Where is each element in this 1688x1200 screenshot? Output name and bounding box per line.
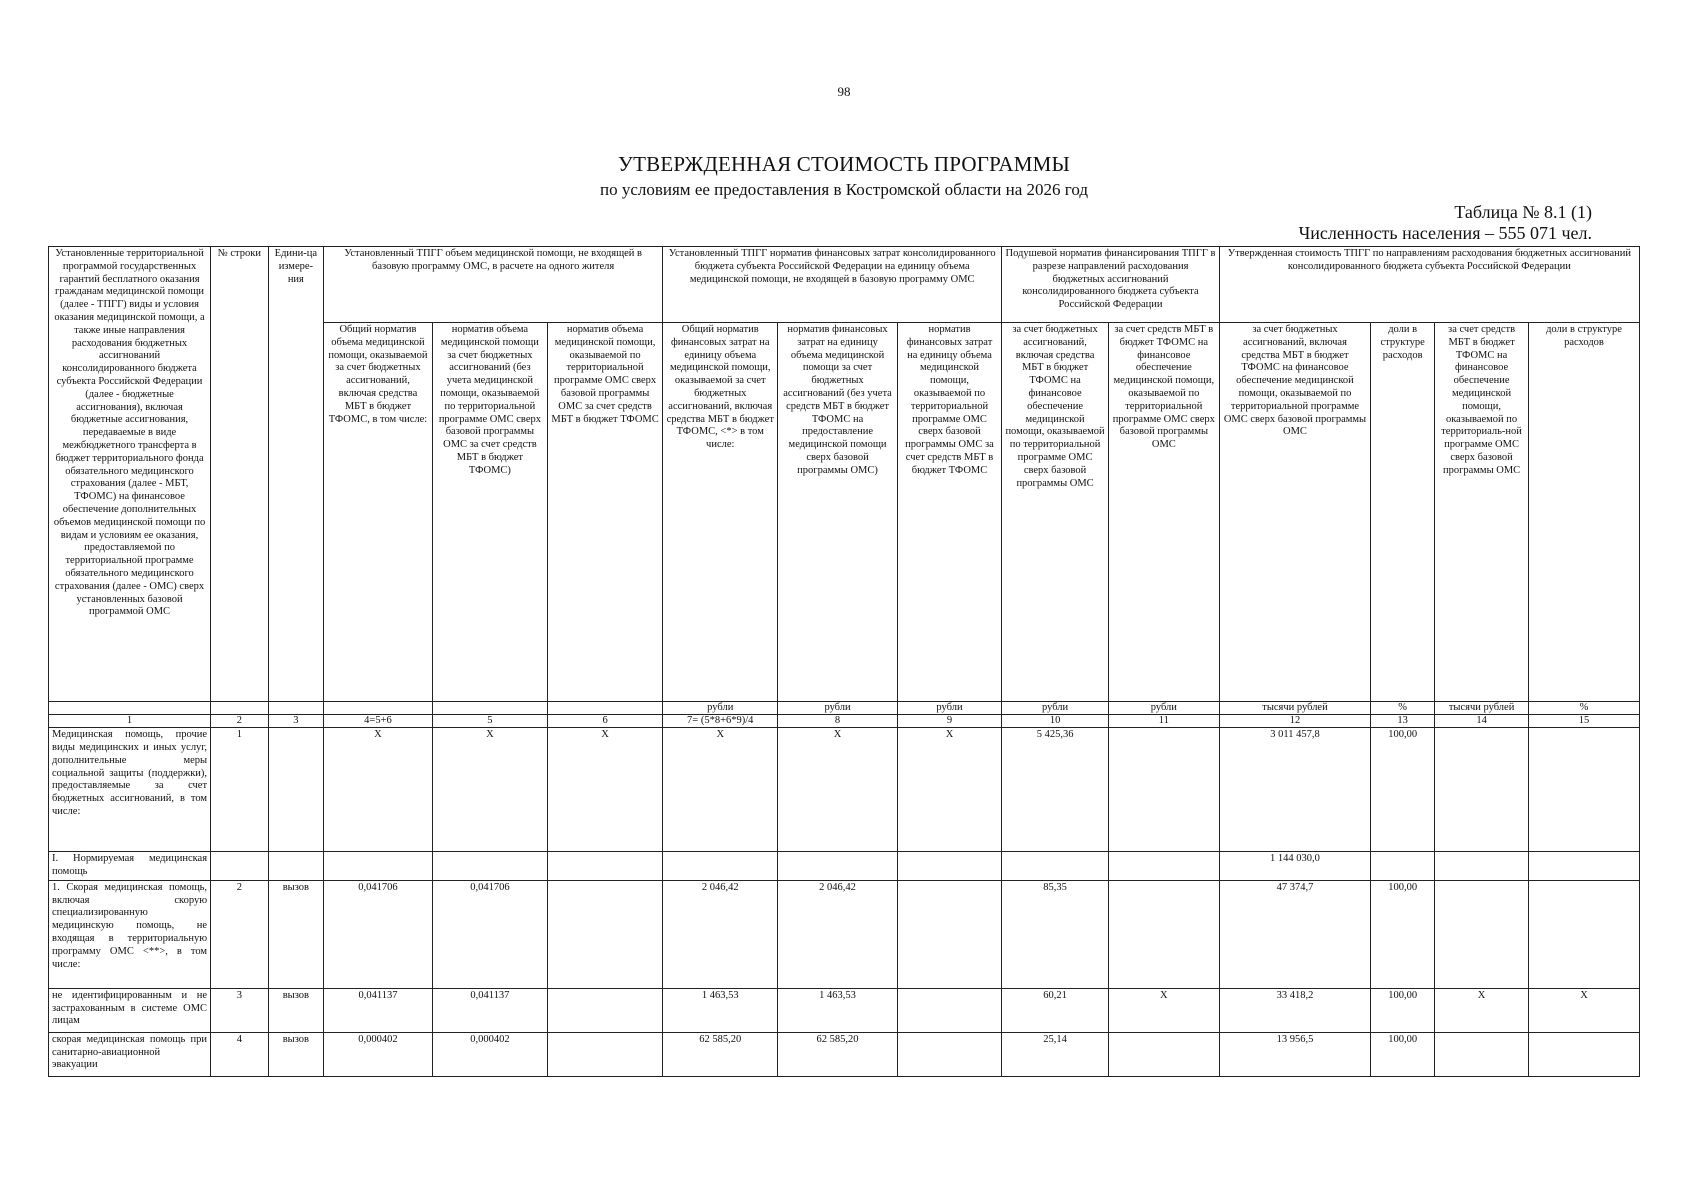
column-number: 11 [1108, 715, 1219, 728]
column-number: 9 [897, 715, 1002, 728]
table-cell [1435, 1032, 1529, 1076]
table-cell [897, 1032, 1002, 1076]
header-group-volume: Установленный ТПГГ объем медицинской помощи, не входящей в базовую программу ОМС, в расчете на одного жителя [324, 247, 663, 323]
table-row [49, 988, 1640, 1032]
header-cell-13: доли в структуре расходов [1371, 323, 1435, 702]
header-cell-8: норматив финансовых затрат на единицу объема медицинской помощи за счет бюджетных ассигнований (без учета средств МБТ в бюджет ТФОМС на предоставление медицинской помощи сверх базовой программы ОМС) [778, 323, 897, 702]
header-cell-10: за счет бюджетных ассигнований, включая средства МБТ в бюджет ТФОМС на финансовое обеспечение медицинской помощи, оказываемой по территориальной программе ОМС сверх базовой программы ОМС [1002, 323, 1109, 702]
table-cell: вызов [268, 880, 323, 988]
header-group-cost-standard: Установленный ТПГГ норматив финансовых затрат консолидированного бюджета субъекта Российской Федерации на единицу объема медицинской помощи, не входящей в базовую программу ОМС [663, 247, 1002, 323]
column-number: 10 [1002, 715, 1109, 728]
document-title: УТВЕРЖДЕННАЯ СТОИМОСТЬ ПРОГРАММЫ [618, 152, 1070, 176]
column-number: 12 [1219, 715, 1370, 728]
unit-cell: рубли [897, 702, 1002, 715]
table-cell [547, 1032, 662, 1076]
table-number: Таблица № 8.1 (1) [1454, 202, 1592, 222]
table-cell: X [1528, 988, 1639, 1032]
column-number: 14 [1435, 715, 1529, 728]
table-cell [432, 852, 547, 881]
table-cell [1528, 1032, 1639, 1076]
table-cell [897, 880, 1002, 988]
column-number: 15 [1528, 715, 1639, 728]
units-row [49, 702, 1640, 715]
table-cell: X [432, 728, 547, 852]
table-cell: 60,21 [1002, 988, 1109, 1032]
table-cell: X [1435, 988, 1529, 1032]
table-cell [1435, 852, 1529, 881]
unit-cell [268, 702, 323, 715]
table-cell [1108, 880, 1219, 988]
table-cell: 4 [211, 1032, 269, 1076]
unit-cell: % [1371, 702, 1435, 715]
unit-cell: % [1528, 702, 1639, 715]
header-group-approved-cost: Утвержденная стоимость ТПГГ по направлениям расходования бюджетных ассигнований консолидированного бюджета субъекта Российской Федерации [1219, 247, 1639, 323]
header-cell-3: Едини-ца измере-ния [268, 247, 323, 702]
table-cell: X [663, 728, 778, 852]
table-cell [663, 852, 778, 881]
unit-cell [432, 702, 547, 715]
table-cell: 0,000402 [324, 1032, 433, 1076]
unit-cell [49, 702, 211, 715]
header-group-per-capita: Подушевой норматив финансирования ТПГГ в разрезе направлений расходования бюджетных ассигнований консолидированного бюджета субъекта Российской Федерации [1002, 247, 1220, 323]
table-cell: 3 [211, 988, 269, 1032]
unit-cell [211, 702, 269, 715]
column-number: 7= (5*8+6*9)/4 [663, 715, 778, 728]
unit-cell [547, 702, 662, 715]
header-cell-6: норматив объема медицинской помощи, оказываемой по территориальной программе ОМС сверх базовой программы ОМС за счет средств МБТ в бюджет ТФОМС [547, 323, 662, 702]
table-cell: 62 585,20 [663, 1032, 778, 1076]
column-number: 13 [1371, 715, 1435, 728]
table-cell: 2 046,42 [663, 880, 778, 988]
table-cell: X [778, 728, 897, 852]
header-cell-7: Общий норматив финансовых затрат на единицу объема медицинской помощи, оказываемой за счет бюджетных ассигнований, включая средства МБТ в бюджет ТФОМС, <*> в том числе: [663, 323, 778, 702]
table-cell [778, 852, 897, 881]
table-cell: 2 046,42 [778, 880, 897, 988]
table-cell: 62 585,20 [778, 1032, 897, 1076]
column-number: 4=5+6 [324, 715, 433, 728]
header-cell-14: за счет средств МБТ в бюджет ТФОМС на финансовое обеспечение медицинской помощи, оказываемой по территориаль-ной программе ОМС сверх базовой программы ОМС [1435, 323, 1529, 702]
row-label: I. Нормируемая медицинская помощь [49, 852, 211, 881]
table-cell: 100,00 [1371, 728, 1435, 852]
header-cell-15: доли в структуре расходов [1528, 323, 1639, 702]
table-row [49, 852, 1640, 881]
table-cell: 100,00 [1371, 1032, 1435, 1076]
population-label: Численность населения – 555 071 чел. [1298, 223, 1592, 243]
table-cell: 33 418,2 [1219, 988, 1370, 1032]
column-number-row [49, 715, 1640, 728]
table-cell: вызов [268, 988, 323, 1032]
table-cell [1528, 852, 1639, 881]
table-row [49, 728, 1640, 852]
table-cell: X [324, 728, 433, 852]
table-cell: 85,35 [1002, 880, 1109, 988]
table-cell: 47 374,7 [1219, 880, 1370, 988]
table-cell: 0,041137 [432, 988, 547, 1032]
table-cell [268, 852, 323, 881]
header-cell-5: норматив объема медицинской помощи за счет бюджетных ассигнований (без учета медицинской помощи, оказываемой по территориальной программе ОМС сверх базовой программы ОМС за счет средств МБТ в бюджет ТФОМС) [432, 323, 547, 702]
column-number: 1 [49, 715, 211, 728]
document-subtitle: по условиям ее предоставления в Костромской области на 2026 год [599, 180, 1088, 199]
table-cell [547, 852, 662, 881]
table-row [49, 1032, 1640, 1076]
header-cell-12: за счет бюджетных ассигнований, включая средства МБТ в бюджет ТФОМС на финансовое обеспечение медицинской помощи, оказываемой по территориальной программе ОМС сверх базовой программы ОМС [1219, 323, 1370, 702]
table-cell [1108, 1032, 1219, 1076]
table-cell: 1 [211, 728, 269, 852]
column-number: 8 [778, 715, 897, 728]
table-cell [324, 852, 433, 881]
unit-cell: рубли [663, 702, 778, 715]
row-label: не идентифицированным и не застрахованным в системе ОМС лицам [49, 988, 211, 1032]
table-cell [547, 988, 662, 1032]
unit-cell: тысячи рублей [1435, 702, 1529, 715]
column-number: 6 [547, 715, 662, 728]
table-cell: 25,14 [1002, 1032, 1109, 1076]
table-cell: 0,041706 [324, 880, 433, 988]
header-cell-1: Установленные территориальной программой государственных гарантий бесплатного оказания гражданам медицинской помощи (далее - ТПГГ) виды и условия оказания медицинской помощи, а также иные направления расходования бюджетных ассигнований консолидированного бюджета субъекта Российской Федерации (далее - бюджетные ассигнования), включая бюджетные ассигнования, передаваемые в виде межбюджетного трансферта в бюджет территориального фонда обязательного медицинского страхования (далее - МБТ, ТФОМС) на финансовое обеспечение дополнительных объемов медицинской помощи по видам и условиям ее оказания, предоставляемой по территориальной программе обязательного медицинского страхования (далее - ОМС) сверх установленных базовой программой ОМС [49, 247, 211, 702]
table-cell [897, 852, 1002, 881]
table-cell [1435, 728, 1529, 852]
unit-cell: тысячи рублей [1219, 702, 1370, 715]
table-cell: 0,041137 [324, 988, 433, 1032]
unit-cell: рубли [778, 702, 897, 715]
table-cell: 0,041706 [432, 880, 547, 988]
column-number: 3 [268, 715, 323, 728]
header-row-groups [49, 247, 1640, 323]
table-cell [1002, 852, 1109, 881]
table-cell [1435, 880, 1529, 988]
page-number: 98 [837, 84, 851, 99]
table-cell [1108, 728, 1219, 852]
table-cell: 3 011 457,8 [1219, 728, 1370, 852]
table-cell: 1 144 030,0 [1219, 852, 1370, 881]
table-cell: X [1108, 988, 1219, 1032]
header-cell-9: норматив финансовых затрат на единицу объема медицинской помощи, оказываемой по территориальной программе ОМС сверх базовой программы ОМС за счет средств МБТ в бюджет ТФОМС [897, 323, 1002, 702]
table-row [49, 880, 1640, 988]
table-cell [547, 880, 662, 988]
table-cell: 1 463,53 [663, 988, 778, 1032]
table-cell: 5 425,36 [1002, 728, 1109, 852]
header-cell-11: за счет средств МБТ в бюджет ТФОМС на финансовое обеспечение медицинской помощи, оказываемой по территориальной программе ОМС сверх базовой программы ОМС [1108, 323, 1219, 702]
table-cell [211, 852, 269, 881]
table-cell: вызов [268, 1032, 323, 1076]
table-cell: 0,000402 [432, 1032, 547, 1076]
table-cell [1528, 728, 1639, 852]
header-cell-2: № строки [211, 247, 269, 702]
table-cell: 1 463,53 [778, 988, 897, 1032]
cost-table [48, 246, 1640, 1077]
table-cell [268, 728, 323, 852]
table-cell [1528, 880, 1639, 988]
column-number: 2 [211, 715, 269, 728]
row-label: скорая медицинская помощь при санитарно-авиационной эвакуации [49, 1032, 211, 1076]
table-cell: 100,00 [1371, 988, 1435, 1032]
table-cell: X [897, 728, 1002, 852]
table-cell: 13 956,5 [1219, 1032, 1370, 1076]
row-label: 1. Скорая медицинская помощь, включая скорую специализированную медицинскую помощь, не входящая в территориальную программу ОМС <**>, в том числе: [49, 880, 211, 988]
column-number: 5 [432, 715, 547, 728]
table-cell: X [547, 728, 662, 852]
table-cell [1371, 852, 1435, 881]
unit-cell: рубли [1108, 702, 1219, 715]
unit-cell: рубли [1002, 702, 1109, 715]
row-label: Медицинская помощь, прочие виды медицинских и иных услуг, дополнительные меры социальной защиты (поддержки), предоставляемые за счет бюджетных ассигнований, в том числе: [49, 728, 211, 852]
table-cell [1108, 852, 1219, 881]
table-cell [897, 988, 1002, 1032]
table-cell: 2 [211, 880, 269, 988]
unit-cell [324, 702, 433, 715]
table-cell: 100,00 [1371, 880, 1435, 988]
header-cell-4: Общий норматив объема медицинской помощи, оказываемой за счет бюджетных ассигнований, включая средства МБТ в бюджет ТФОМС, в том числе: [324, 323, 433, 702]
